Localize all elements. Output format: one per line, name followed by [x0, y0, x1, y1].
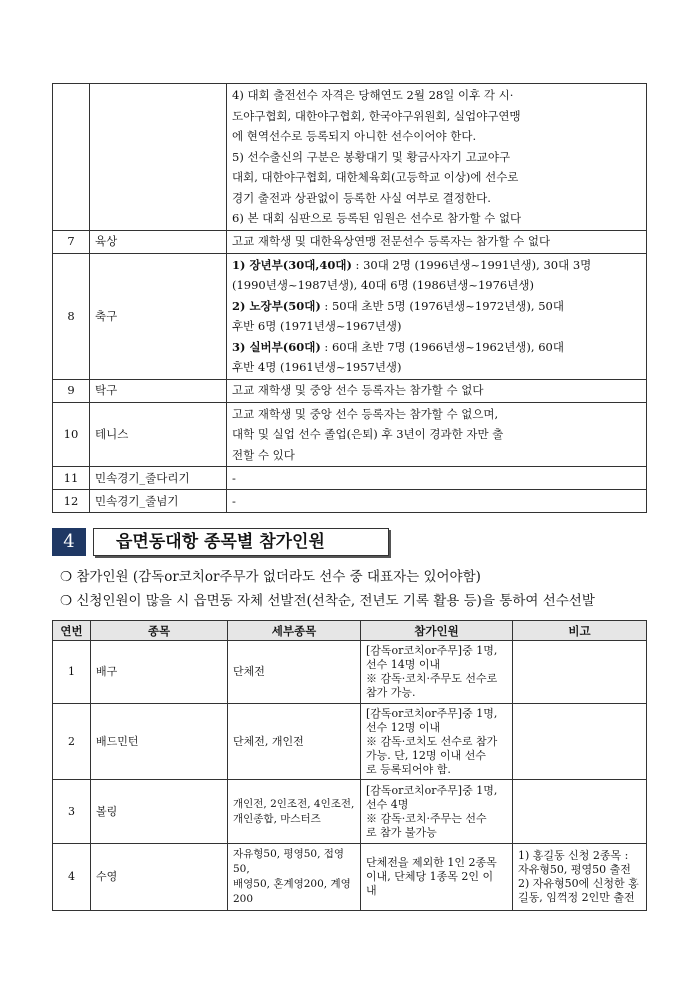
sport-name: 탁구: [90, 379, 227, 402]
sport-name: 테니스: [90, 402, 227, 467]
sub-event: 단체전: [228, 641, 361, 704]
division-label: 3) 실버부(60대): [232, 339, 321, 354]
sport-name: 민속경기_줄넘기: [90, 490, 227, 513]
column-header: 비고: [513, 621, 647, 641]
rule-line: 5) 선수출신의 구분은 봉황대기 및 황금사자기 고교야구: [232, 149, 511, 164]
section-number: 4: [52, 528, 86, 556]
rule-line: 에 현역선수로 등록되지 아니한 선수이어야 한다.: [232, 129, 477, 143]
bullet-note: ❍ 신청인원이 많을 시 읍면동 자체 선발전(선착순, 전년도 기록 활용 등)을 통하여 선수선발: [60, 593, 595, 609]
rule-description: -: [227, 467, 647, 490]
row-number: 8: [53, 253, 90, 379]
participant-rule: [감독or코치or주무]중 1명, 선수 14명 이내 ※ 감독·코치·주무도 선수로 참가 가능.: [361, 641, 513, 704]
table-header-row: [53, 621, 647, 641]
rule-line: 4) 대회 출전선수 자격은 당해연도 2월 28일 이후 각 시·: [232, 88, 514, 102]
table-row: [53, 780, 647, 844]
rule-description: [227, 253, 647, 379]
table-row: [53, 84, 647, 231]
participant-rule: 단체전을 제외한 1인 2종목 이내, 단체당 1종목 2인 이 내: [361, 844, 513, 911]
rule-line: 경기 출전과 상관없이 등록한 사실 여부로 결정한다.: [232, 190, 491, 205]
row-number: 10: [53, 402, 90, 467]
sport-name: 육상: [90, 230, 227, 253]
column-header: 종목: [91, 621, 228, 641]
rule-line: 3) 실버부(60대) : 60대 초반 7명 (1966년생~1962년생), 60대: [232, 339, 564, 354]
remark: [513, 641, 647, 704]
table-row: [53, 379, 647, 402]
rule-line: 고교 재학생 및 중앙 선수 등록자는 참가할 수 없으며,: [232, 406, 499, 421]
sub-event: 개인전, 2인조전, 4인조전, 개인종합, 마스터즈: [228, 780, 361, 844]
sport-rules-table: [52, 83, 647, 513]
row-number: 2: [53, 704, 91, 780]
rule-description: [227, 402, 647, 467]
column-header: 세부종목: [228, 621, 361, 641]
rule-description: -: [227, 490, 647, 513]
bullet-note: ❍ 참가인원 (감독or코치or주무가 없더라도 선수 중 대표자는 있어야함): [60, 569, 481, 585]
row-number: 9: [53, 379, 90, 402]
participant-rule: [감독or코치or주무]중 1명, 선수 12명 이내 ※ 감독·코치도 선수로 참가 가능. 단, 12명 이내 선수 로 등록되어야 함.: [361, 704, 513, 780]
row-number: 4: [53, 844, 91, 911]
row-number: [53, 84, 90, 231]
division-label: 2) 노장부(50대): [232, 298, 321, 313]
row-number: 12: [53, 490, 90, 513]
remark: [513, 780, 647, 844]
section-title: 읍면동대항 종목별 참가인원: [93, 528, 389, 556]
sport-name: [90, 84, 227, 231]
rule-line: 2) 노장부(50대) : 50대 초반 5명 (1976년생~1972년생), 50대: [232, 298, 564, 313]
table-row: [53, 402, 647, 467]
table-row: [53, 467, 647, 490]
rule-line: 대학 및 실업 선수 졸업(은퇴) 후 3년이 경과한 자만 출: [232, 427, 504, 441]
rule-line: 도야구협회, 대한야구협회, 한국야구위원회, 실업야구연맹: [232, 108, 521, 123]
table-row: [53, 704, 647, 780]
sport-name: 민속경기_줄다리기: [90, 467, 227, 490]
sport-name: 배구: [91, 641, 228, 704]
sub-event: 단체전, 개인전: [228, 704, 361, 780]
rule-description: 고교 재학생 및 대한육상연맹 전문선수 등록자는 참가할 수 없다: [227, 230, 647, 253]
sport-name: 볼링: [91, 780, 228, 844]
column-header: 연번: [53, 621, 91, 641]
remark: [513, 704, 647, 780]
rule-line: 1) 장년부(30대,40대) : 30대 2명 (1996년생~1991년생), 30대 3명: [232, 257, 592, 272]
rule-line: 전할 수 있다: [232, 447, 295, 462]
row-number: 11: [53, 467, 90, 490]
rule-line: 6) 본 대회 심판으로 등록된 임원은 선수로 참가할 수 없다: [232, 211, 522, 225]
table-row: [53, 641, 647, 704]
table-row: [53, 844, 647, 911]
sport-name: 배드민턴: [91, 704, 228, 780]
rule-line: 대회, 대한야구협회, 대한체육회(고등학교 이상)에 선수로: [232, 170, 519, 184]
rule-description: [227, 84, 647, 231]
sport-name: 축구: [90, 253, 227, 379]
row-number: 1: [53, 641, 91, 704]
table-row: [53, 253, 647, 379]
rule-line: 후반 6명 (1971년생~1967년생): [232, 319, 402, 333]
participants-table: [52, 620, 647, 911]
rule-line: 후반 4명 (1961년생~1957년생): [232, 360, 402, 374]
sport-name: 수영: [91, 844, 228, 911]
participant-rule: [감독or코치or주무]중 1명, 선수 4명 ※ 감독·코치·주무는 선수 로 참가 불가능: [361, 780, 513, 844]
division-label: 1) 장년부(30대,40대): [232, 257, 352, 272]
section-heading: [52, 528, 392, 556]
rule-line: (1990년생~1987년생), 40대 6명 (1986년생~1976년생): [232, 278, 534, 292]
row-number: 3: [53, 780, 91, 844]
row-number: 7: [53, 230, 90, 253]
remark: 1) 홍길동 신청 2종목 : 자유형50, 평영50 출전 2) 자유형50에 신청한 홍 길동, 임꺽정 2인만 출전: [513, 844, 647, 911]
table-row: [53, 490, 647, 513]
table-row: [53, 230, 647, 253]
column-header: 참가인원: [361, 621, 513, 641]
rule-description: 고교 재학생 및 중앙 선수 등록자는 참가할 수 없다: [227, 379, 647, 402]
sub-event: 자유형50, 평영50, 접영50, 배영50, 혼계영200, 계영200: [228, 844, 361, 911]
